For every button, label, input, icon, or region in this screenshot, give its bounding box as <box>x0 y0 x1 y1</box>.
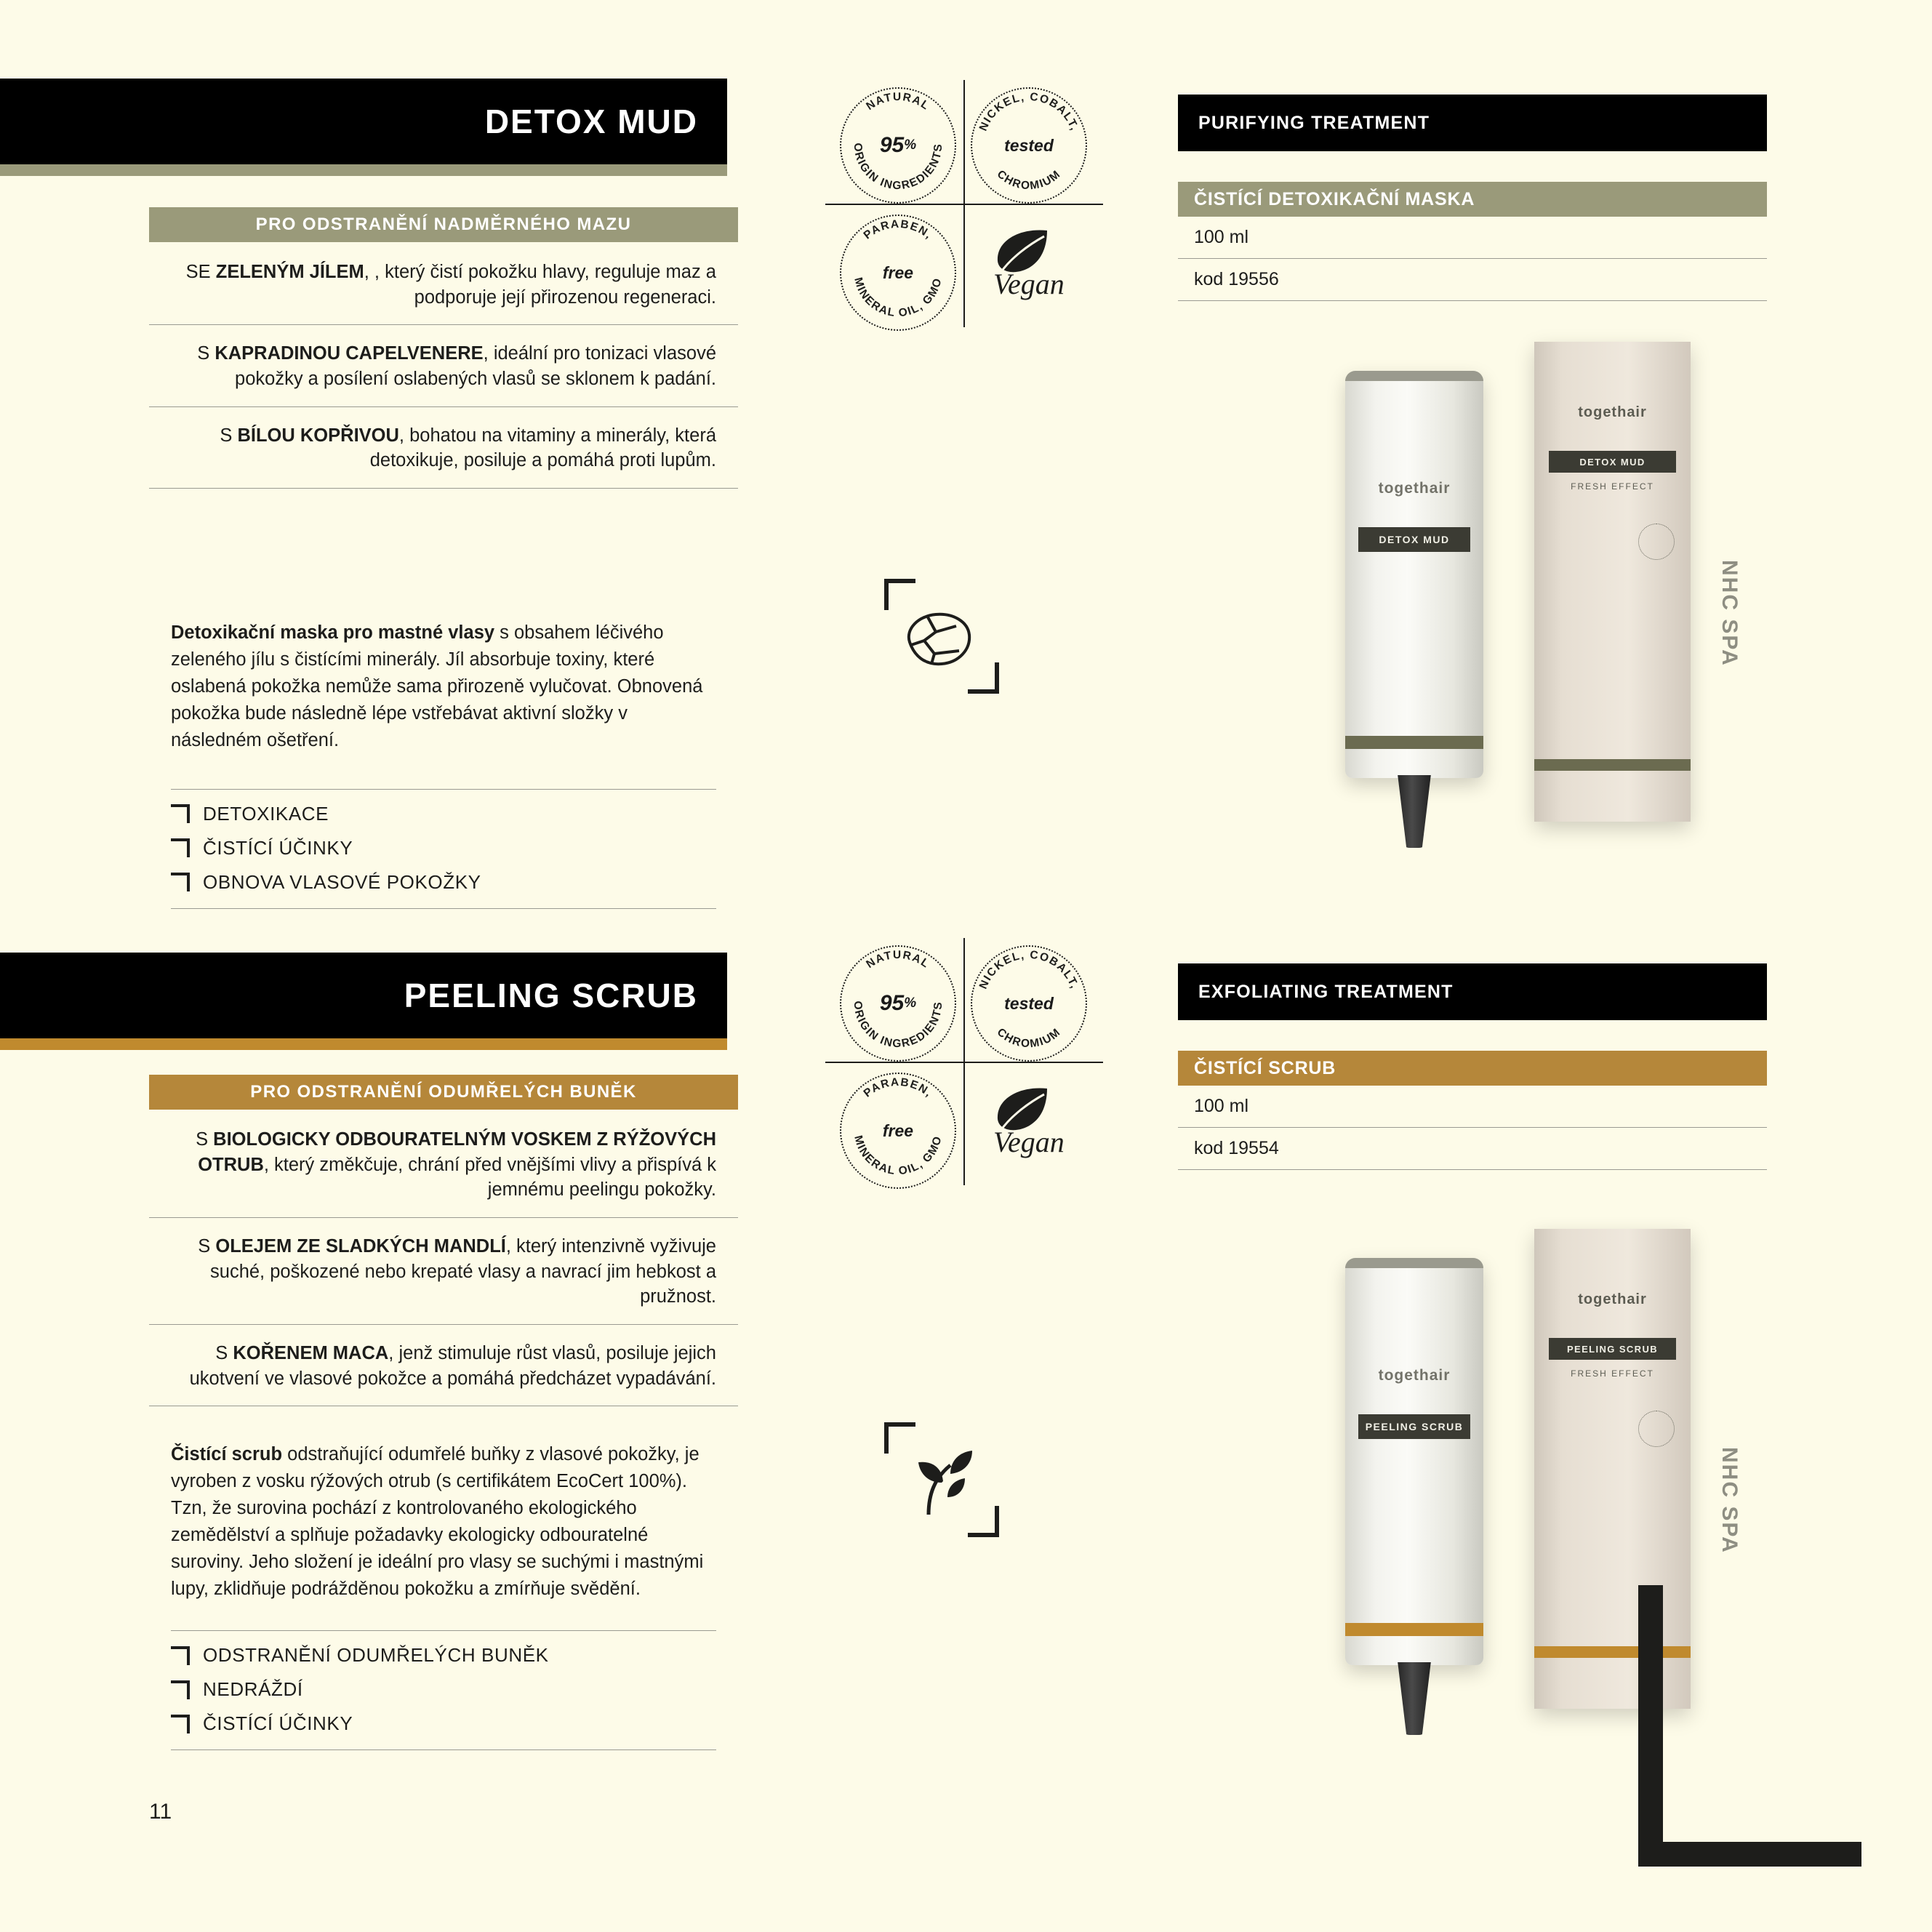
detox-mud-left-column <box>149 207 738 909</box>
bracket-icon <box>171 873 190 891</box>
product-code: kod 19554 <box>1178 1128 1767 1170</box>
product-name-bar: ČISTÍCÍ DETOXIKAČNÍ MASKA <box>1178 182 1767 217</box>
vegan-label: Vegan <box>993 268 1065 300</box>
page-number: 11 <box>149 1800 172 1824</box>
box-sublabel: FRESH EFFECT <box>1571 1368 1654 1379</box>
badge-vegan <box>974 222 1098 324</box>
tube-stripe <box>1345 1623 1483 1636</box>
vegan-label: Vegan <box>993 1126 1065 1158</box>
svg-text:NICKEL, COBALT,: NICKEL, COBALT, <box>977 948 1081 991</box>
svg-text:ORIGIN INGREDIENTS: ORIGIN INGREDIENTS <box>851 1001 945 1051</box>
list-item: ODSTRANĚNÍ ODUMŘELÝCH BUNĚK <box>171 1638 716 1672</box>
divider <box>171 908 716 909</box>
divider-horizontal <box>825 1062 1103 1063</box>
list-item: S BÍLOU KOPŘIVOU, bohatou na vitaminy a minerály, která detoxikuje, posiluje a pomáhá proti lupům. <box>149 407 738 489</box>
treatment-bar: EXFOLIATING TREATMENT <box>1178 963 1767 1020</box>
badge-value: tested <box>1004 135 1054 155</box>
section-header-peeling-scrub <box>0 953 727 1038</box>
svg-text:NATURAL: NATURAL <box>864 90 932 113</box>
product-box <box>1534 342 1741 822</box>
badge-value: tested <box>1004 993 1054 1013</box>
ingredient-list <box>149 1110 738 1406</box>
box-side-text: NHC SPA <box>1717 560 1741 667</box>
brand-logo: togethair <box>1378 1367 1451 1384</box>
list-item: S KOŘENEM MACA, jenž stimuluje růst vlasů, posiluje jejich ukotvení ve vlasové pokožce a pomáhá předcházet vypadávání. <box>149 1325 738 1406</box>
list-item: OBNOVA VLASOVÉ POKOŽKY <box>171 865 716 899</box>
badge-value: free <box>882 1121 914 1140</box>
badge-value: free <box>882 262 914 282</box>
benefit-list <box>171 1630 716 1741</box>
box-label: DETOX MUD <box>1549 451 1676 473</box>
detox-mud-right-column <box>1178 95 1767 301</box>
svg-text:ORIGIN INGREDIENTS: ORIGIN INGREDIENTS <box>851 143 945 193</box>
box-side-text: NHC SPA <box>1717 1447 1741 1554</box>
list-item: S KAPRADINOU CAPELVENERE, ideální pro tonizaci vlasové pokožky a posílení oslabených vlasů se sklonem k padání. <box>149 325 738 406</box>
certification-badges-peeling <box>818 938 1109 1193</box>
svg-text:MINERAL OIL, GMO: MINERAL OIL, GMO <box>851 1134 945 1178</box>
svg-text:MINERAL OIL, GMO: MINERAL OIL, GMO <box>851 276 945 320</box>
product-code: kod 19556 <box>1178 259 1767 301</box>
seal-icon <box>1638 524 1675 560</box>
tube-label: DETOX MUD <box>1358 527 1470 552</box>
corner-bracket-icon <box>1629 1585 1861 1876</box>
accent-stripe <box>0 1038 727 1050</box>
brand-logo: togethair <box>1378 480 1451 497</box>
subtitle-bar: PRO ODSTRANĚNÍ NADMĚRNÉHO MAZU <box>149 207 738 242</box>
product-photo-detox-mud <box>1294 342 1789 894</box>
bracket-icon <box>171 1715 190 1733</box>
list-item: S BIOLOGICKY ODBOURATELNÝM VOSKEM Z RÝŽOVÝCH OTRUB, který změkčuje, chrání před vnějšími vlivy a přispívá k jemnému peelingu pokožky. <box>149 1110 738 1218</box>
svg-text:PARABEN,: PARABEN, <box>861 1075 935 1100</box>
section-title: PEELING SCRUB <box>404 977 698 1014</box>
benefit-list <box>171 789 716 899</box>
list-item: SE ZELENÝM JÍLEM, , který čistí pokožku hlavy, reguluje maz a podporuje její přirozenou regeneraci. <box>149 242 738 325</box>
tube-cap <box>1392 1662 1436 1735</box>
list-item: ČISTÍCÍ ÚČINKY <box>171 1707 716 1741</box>
divider <box>171 1749 716 1750</box>
badge-value: 95 % <box>879 991 917 1015</box>
svg-text:PARABEN,: PARABEN, <box>861 217 935 242</box>
tube-stripe <box>1345 736 1483 749</box>
tube-label: PEELING SCRUB <box>1358 1414 1470 1439</box>
product-size: 100 ml <box>1178 1086 1767 1128</box>
badge-nickel-tested <box>971 945 1087 1062</box>
badge-natural-origin <box>840 87 956 204</box>
box-stripe <box>1534 759 1691 771</box>
svg-text:CHROMIUM: CHROMIUM <box>994 1025 1064 1051</box>
box-sublabel: FRESH EFFECT <box>1571 481 1654 492</box>
svg-text:NICKEL, COBALT,: NICKEL, COBALT, <box>977 90 1081 133</box>
badge-value: 95 % <box>879 133 917 157</box>
badge-paraben-free <box>840 1073 956 1189</box>
divider-horizontal <box>825 204 1103 205</box>
ingredient-list <box>149 242 738 489</box>
sprout-icon <box>883 1422 1000 1538</box>
brand-logo: togethair <box>1578 1291 1647 1307</box>
bracket-icon <box>171 838 190 857</box>
product-description: Detoxikační maska pro mastné vlasy s obsahem léčivého zeleného jílu s čistícími minerály. Jíl absorbuje toxiny, které oslabená pokožka nemůže sama přirozeně vylučovat. Obnovená pokožka bude následně lépe vstřebávat aktivní složky v následném ošetření. <box>171 622 703 750</box>
section-header-detox-mud <box>0 79 727 164</box>
peeling-scrub-right-column <box>1178 963 1767 1170</box>
svg-text:NATURAL: NATURAL <box>864 948 932 971</box>
badge-paraben-free <box>840 215 956 331</box>
product-description: Čistící scrub odstraňující odumřelé buňky z vlasové pokožky, je vyroben z vosku rýžových otrub (s certifikátem EcoCert 100%). Tzn, že surovina pochází z kontrolovaného ekologického zemědělství a splňuje požadavky ekologicky odbouratelné suroviny. Jeho složení je ideální pro vlasy se suchými i mastnými lupy, zklidňuje podrážděnou pokožku a zmírňuje svědění. <box>171 1444 704 1600</box>
product-size: 100 ml <box>1178 217 1767 259</box>
bracket-icon <box>171 804 190 823</box>
badge-vegan <box>974 1080 1098 1182</box>
list-item: DETOXIKACE <box>171 797 716 831</box>
list-item: ČISTÍCÍ ÚČINKY <box>171 831 716 865</box>
peeling-scrub-left-column <box>149 1075 738 1750</box>
tube-cap <box>1392 775 1436 848</box>
subtitle-bar: PRO ODSTRANĚNÍ ODUMŘELÝCH BUNĚK <box>149 1075 738 1110</box>
certification-badges-detox <box>818 80 1109 334</box>
product-tube <box>1345 371 1483 778</box>
product-name-bar: ČISTÍCÍ SCRUB <box>1178 1051 1767 1086</box>
badge-natural-origin <box>840 945 956 1062</box>
cracked-mud-icon <box>883 578 1000 694</box>
accent-stripe <box>0 164 727 176</box>
list-item: NEDRÁŽDÍ <box>171 1672 716 1707</box>
bracket-icon <box>171 1646 190 1665</box>
badge-nickel-tested <box>971 87 1087 204</box>
seal-icon <box>1638 1411 1675 1447</box>
list-item: S OLEJEM ZE SLADKÝCH MANDLÍ, který intenzivně vyživuje suché, poškozené nebo krepaté vlasy a navrací jim hebkost a pružnost. <box>149 1218 738 1325</box>
section-title: DETOX MUD <box>484 103 698 140</box>
treatment-bar: PURIFYING TREATMENT <box>1178 95 1767 151</box>
tube-top-band <box>1345 371 1483 381</box>
product-tube <box>1345 1258 1483 1665</box>
svg-text:CHROMIUM: CHROMIUM <box>994 167 1064 193</box>
tube-top-band <box>1345 1258 1483 1268</box>
bracket-icon <box>171 1680 190 1699</box>
box-label: PEELING SCRUB <box>1549 1338 1676 1360</box>
brand-logo: togethair <box>1578 404 1647 420</box>
